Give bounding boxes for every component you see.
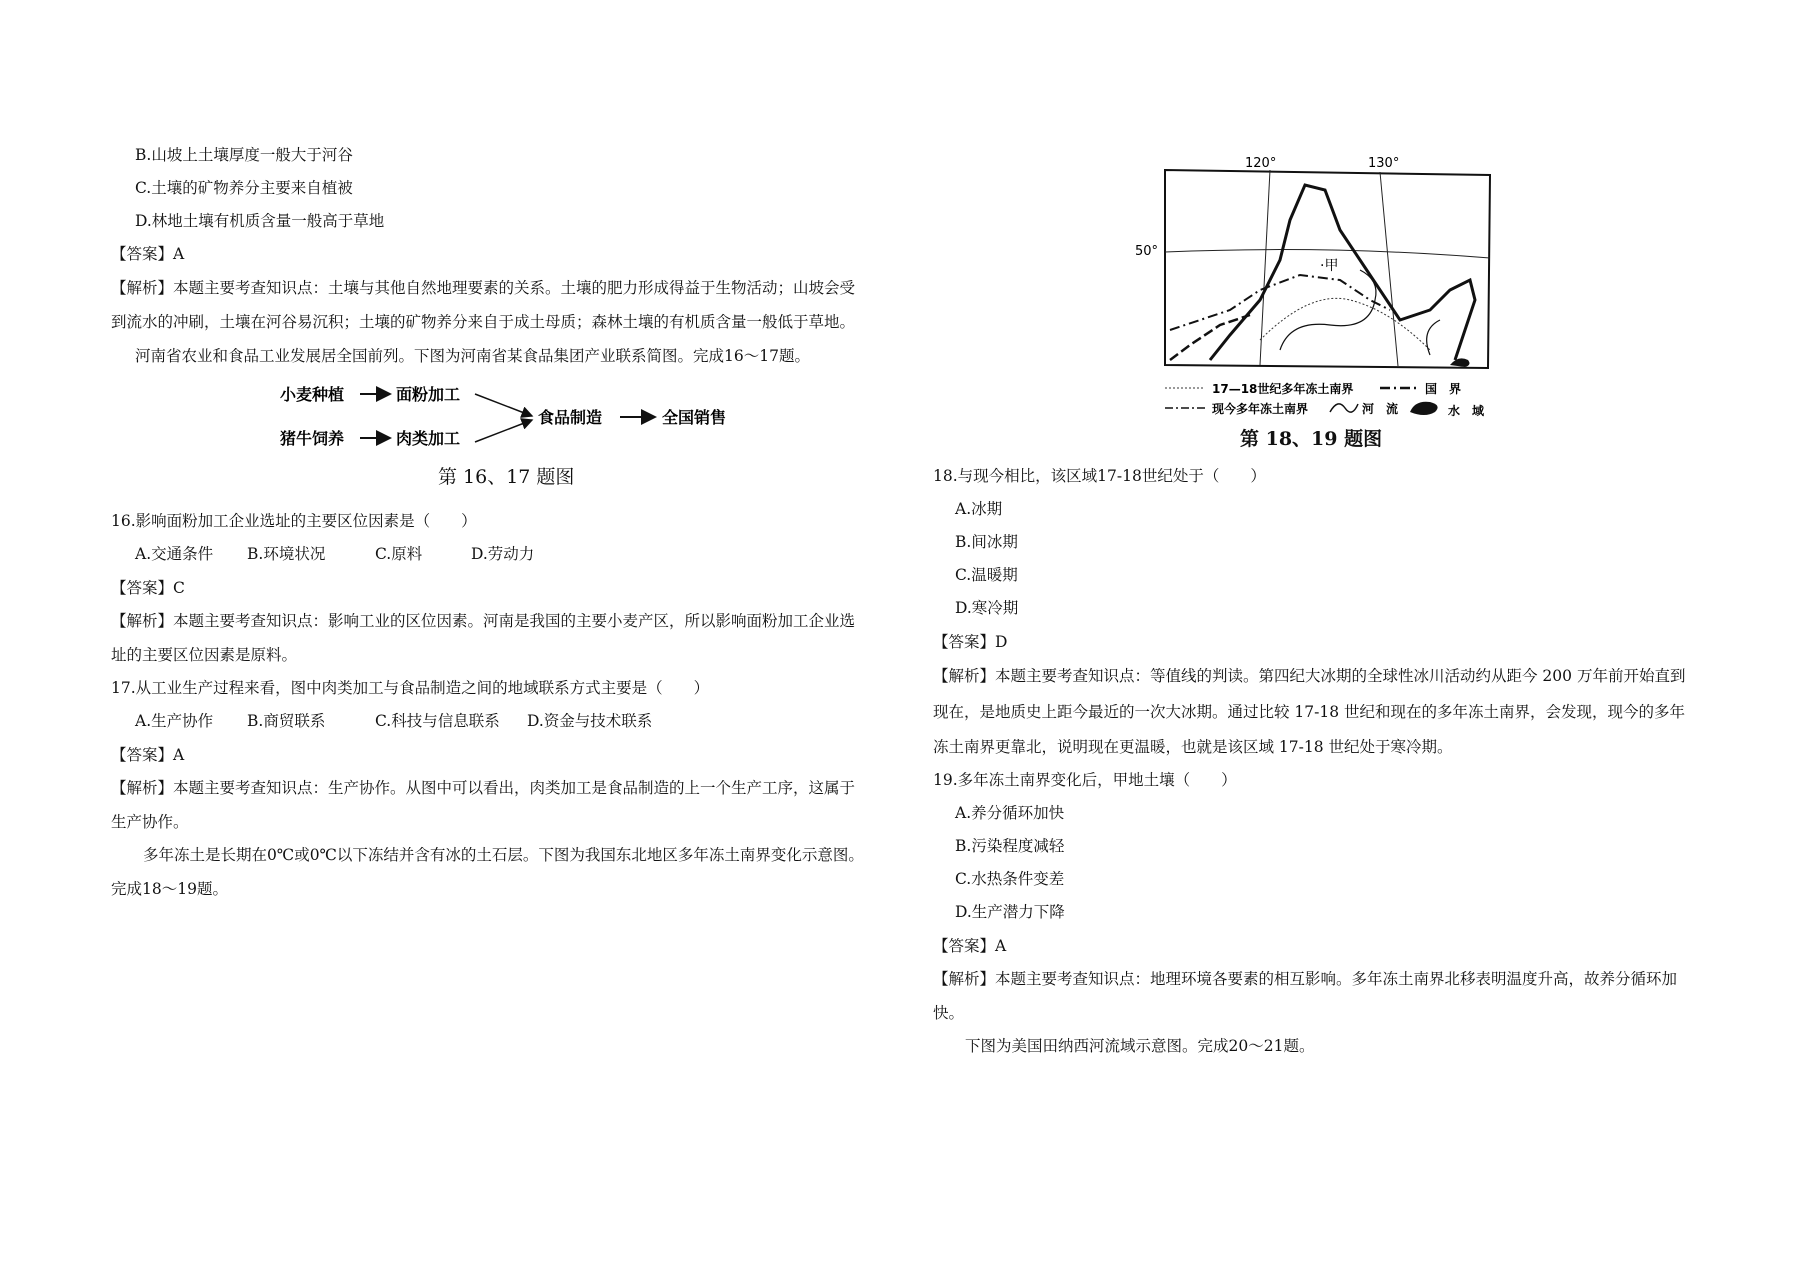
q19-option-b: B.污染程度减轻 — [955, 837, 1065, 855]
map-boundary-current — [1170, 275, 1390, 330]
q18-option-a: A.冰期 — [955, 500, 1003, 518]
q15-option-b: B.山坡上土壤厚度一般大于河谷 — [135, 146, 353, 164]
q18-analysis-line3: 冻土南界更靠北，说明现在更温暖，也就是该区域 17-18 世纪处于寒冷期。 — [933, 738, 1453, 756]
q16-analysis-line2: 址的主要区位因素是原料。 — [111, 646, 298, 664]
flow-node-sales: 全国销售 — [662, 408, 727, 427]
q19-stem: 19.多年冻土南界变化后，甲地土壤（ ） — [933, 771, 1237, 789]
map-latitude-50: 50° — [1135, 244, 1159, 259]
q16-option-c: C.原料 — [375, 545, 423, 563]
q19-option-d: D.生产潜力下降 — [955, 903, 1065, 921]
q18-analysis-line2: 现在，是地质史上距今最近的一次大冰期。通过比较 17-18 世纪和现在的多年冻土南界，会发现，现今的多年 — [933, 703, 1686, 721]
q19-analysis-line2: 快。 — [933, 1004, 965, 1022]
map-graticule-lat — [1165, 250, 1490, 258]
permafrost-map — [1130, 150, 1510, 420]
intro-18-19-line1: 多年冻土是长期在0℃或0℃以下冻结并含有冰的土石层。下图为我国东北地区多年冻土南界变化示意图。 — [143, 846, 864, 864]
q18-option-d: D.寒冷期 — [955, 599, 1019, 617]
map-place-jia: ·甲 — [1320, 258, 1339, 274]
flow-node-meat: 肉类加工 — [396, 429, 461, 448]
q15-analysis-line1: 【解析】本题主要考查知识点：土壤与其他自然地理要素的关系。土壤的肥力形成得益于生物活动；山坡会受 — [111, 279, 856, 297]
q17-stem: 17.从工业生产过程来看，图中肉类加工与食品制造之间的地域联系方式主要是（ ） — [111, 679, 710, 697]
q16-answer: 【答案】C — [111, 579, 185, 597]
map-caption: 第 18、19 题图 — [1240, 428, 1383, 450]
q18-answer: 【答案】D — [933, 633, 1008, 651]
intro-20-21: 下图为美国田纳西河流域示意图。完成20～21题。 — [965, 1037, 1315, 1055]
q17-analysis-line1: 【解析】本题主要考查知识点：生产协作。从图中可以看出，肉类加工是食品制造的上一个生产工序，这属于 — [111, 779, 856, 797]
flow-node-food: 食品制造 — [538, 408, 603, 427]
q17-option-d: D.资金与技术联系 — [527, 712, 653, 730]
map-water-body — [1450, 358, 1469, 367]
q15-option-c: C.土壤的矿物养分主要来自植被 — [135, 179, 353, 197]
q19-analysis-line1: 【解析】本题主要考查知识点：地理环境各要素的相互影响。多年冻土南界北移表明温度升高，故养分循环加 — [933, 970, 1678, 988]
q15-option-d: D.林地土壤有机质含量一般高于草地 — [135, 212, 385, 230]
map-longitude-120: 120° — [1245, 156, 1277, 171]
q17-option-b: B.商贸联系 — [247, 712, 326, 730]
flow-node-wheat: 小麦种植 — [280, 385, 345, 404]
q16-options — [135, 544, 534, 564]
map-river-2 — [1427, 320, 1440, 355]
q16-analysis-line1: 【解析】本题主要考查知识点：影响工业的区位因素。河南是我国的主要小麦产区，所以影响面粉加工企业选 — [111, 612, 856, 630]
river-icon — [1330, 404, 1358, 412]
q18-option-b: B.间冰期 — [955, 533, 1018, 551]
q18-analysis-line1: 【解析】本题主要考查知识点：等值线的判读。第四纪大冰期的全球性冰川活动约从距今 200 万年前开始直到 — [933, 667, 1686, 685]
q17-answer: 【答案】A — [111, 746, 185, 764]
q15-answer: 【答案】A — [111, 245, 185, 263]
q15-analysis-line2: 到流水的冲刷，土壤在河谷易沉积；土壤的矿物养分来自于成土母质；森林土壤的有机质含量一般低于草地。 — [111, 313, 856, 331]
q16-option-b: B.环境状况 — [247, 545, 326, 563]
q16-option-d: D.劳动力 — [471, 545, 535, 563]
flow-node-livestock: 猪牛饲养 — [280, 429, 345, 448]
map-legend-river: 河 流 — [1362, 402, 1399, 416]
map-legend-1718: 17—18世纪多年冻土南界 — [1212, 382, 1354, 396]
q16-stem: 16.影响面粉加工企业选址的主要区位因素是（ ） — [111, 512, 477, 530]
flow-diagram-caption: 第 16、17 题图 — [438, 466, 575, 488]
flow-arrow-4 — [475, 420, 532, 442]
map-longitude-130: 130° — [1368, 156, 1400, 171]
map-boundary-1718 — [1260, 298, 1430, 350]
intro-16-17: 河南省农业和食品工业发展居全国前列。下图为河南省某食品集团产业联系简图。完成16～17题。 — [135, 347, 810, 365]
map-legend-border: 国 界 — [1425, 382, 1462, 396]
q17-option-c: C.科技与信息联系 — [375, 712, 500, 730]
intro-18-19-line2: 完成18～19题。 — [111, 880, 228, 898]
map-graticule-lon1 — [1260, 170, 1270, 365]
q16-option-a: A.交通条件 — [135, 545, 214, 563]
q19-option-a: A.养分循环加快 — [955, 804, 1065, 822]
map-boundary-current-2 — [1170, 315, 1250, 360]
q18-stem: 18.与现今相比，该区域17-18世纪处于（ ） — [933, 467, 1266, 485]
map-legend-water: 水 域 — [1448, 404, 1485, 418]
map-legend-current: 现今多年冻土南界 — [1212, 402, 1309, 416]
q18-option-c: C.温暖期 — [955, 566, 1018, 584]
map-river-1 — [1280, 270, 1376, 350]
flow-arrow-3 — [475, 394, 532, 416]
map-national-border — [1210, 185, 1475, 360]
q17-analysis-line2: 生产协作。 — [111, 813, 189, 831]
water-icon — [1410, 402, 1438, 415]
q19-answer: 【答案】A — [933, 937, 1007, 955]
q17-option-a: A.生产协作 — [135, 712, 214, 730]
q17-options — [135, 711, 652, 731]
map-graticule-lon2 — [1380, 172, 1398, 366]
q19-option-c: C.水热条件变差 — [955, 870, 1065, 888]
flow-node-flour: 面粉加工 — [396, 385, 461, 404]
